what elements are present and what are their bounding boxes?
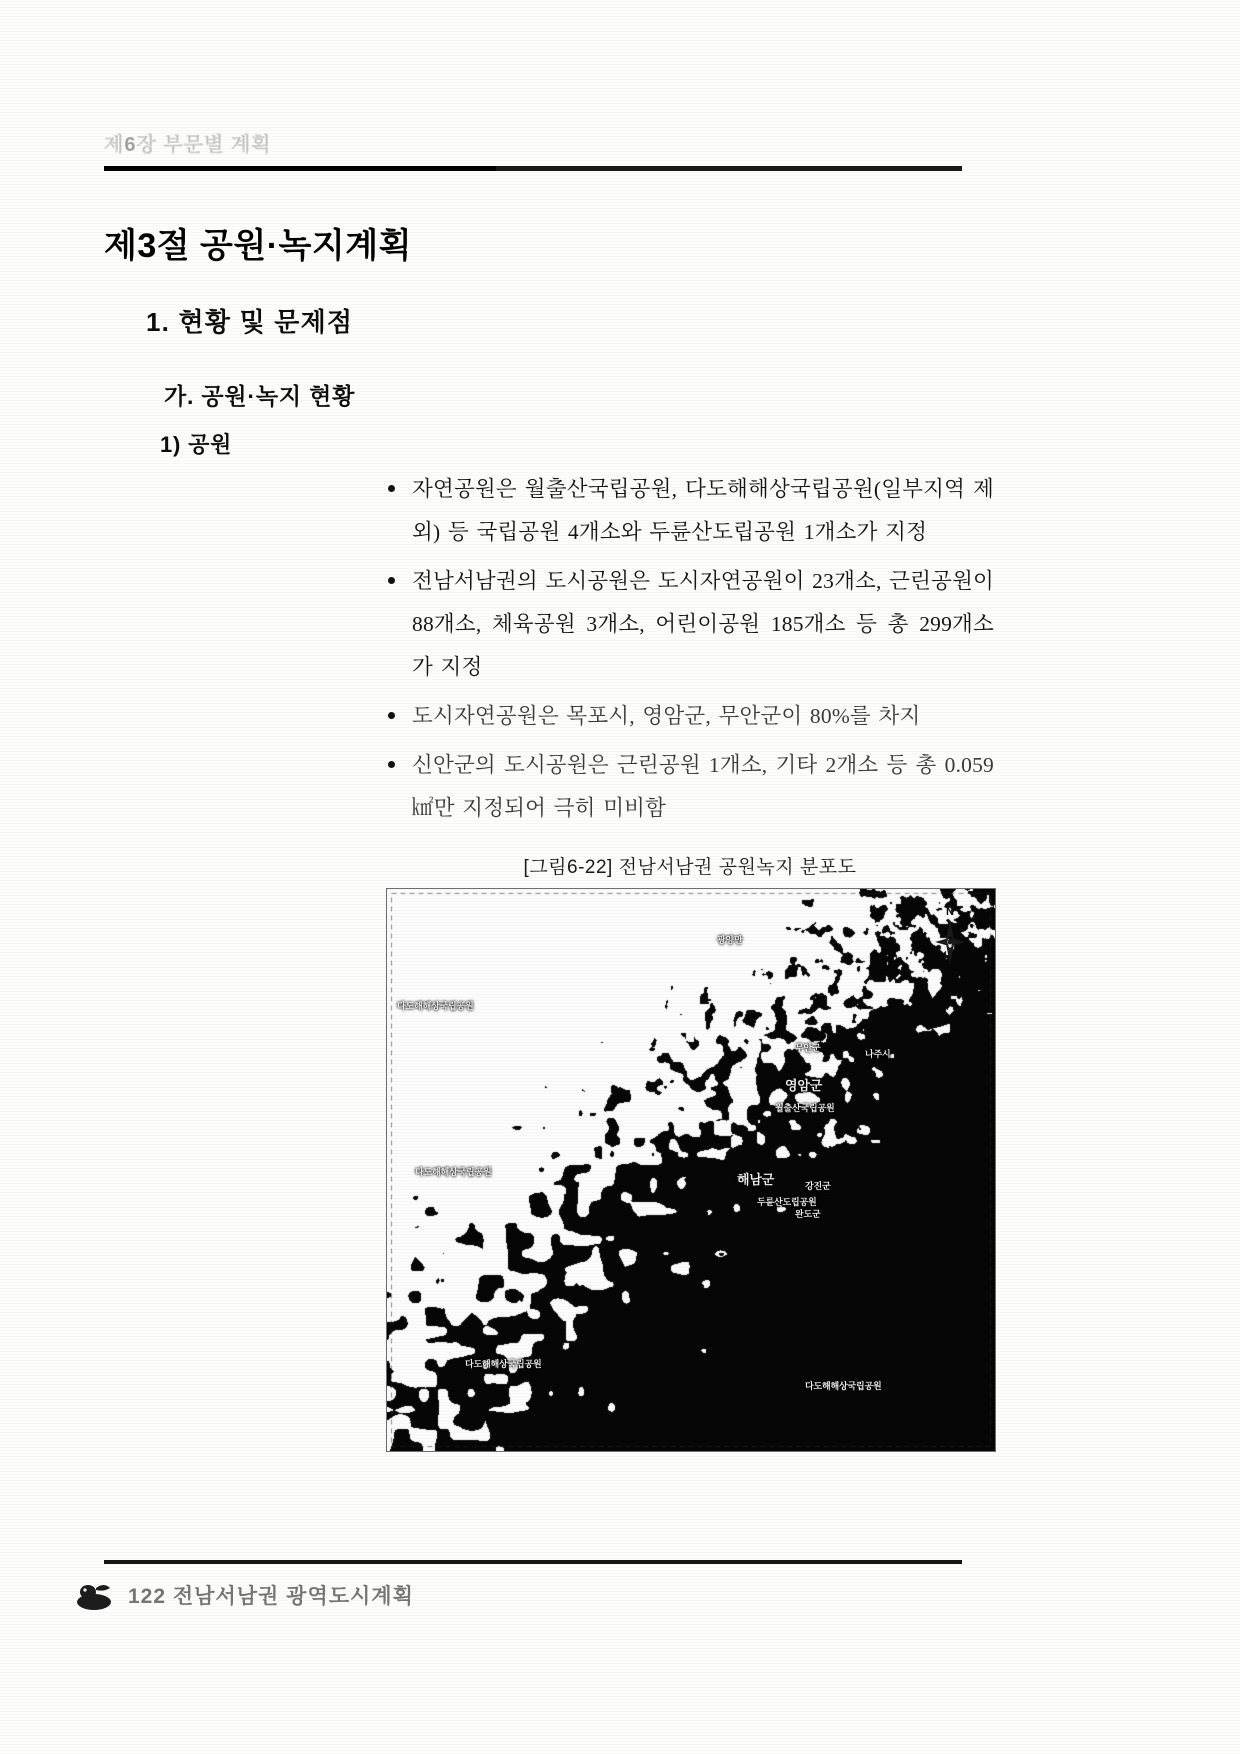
list-item-text: 자연공원은 월출산국립공원, 다도해해상국립공원(일부지역 제외) 등 국립공원 4개소와 두륜산도립공원 1개소가 지정 xyxy=(412,477,994,544)
map-place-label: 월출산국립공원 xyxy=(775,1103,835,1113)
page-number: 122 xyxy=(128,1585,167,1608)
footer-divider-rule xyxy=(104,1560,962,1564)
map-place-label: 무안군 xyxy=(795,1043,821,1053)
bullet-list xyxy=(386,468,994,836)
running-header-text: 제6장 부문별 계획 xyxy=(104,134,272,156)
bullet-dot-icon xyxy=(388,577,395,584)
map-place-label: 다도해해상국립공원 xyxy=(397,1001,474,1011)
map-place-label: 강진군 xyxy=(805,1181,831,1191)
list-item xyxy=(386,468,994,554)
bullet-dot-icon xyxy=(388,761,395,768)
map-place-label: 완도군 xyxy=(795,1209,821,1219)
footer-ornament-icon xyxy=(74,1578,114,1612)
list-item-text: 도시자연공원은 목포시, 영암군, 무안군이 80%를 차지 xyxy=(412,704,921,728)
list-item-text: 전남서남권의 도시공원은 도시자연공원이 23개소, 근린공원이 88개소, 체육공원 3개소, 어린이공원 185개소 등 총 299개소가 지정 xyxy=(412,569,995,679)
heading-level-3: 1) 공원 xyxy=(160,432,233,457)
bullet-dot-icon xyxy=(388,485,395,492)
map-place-label: 영암군 xyxy=(785,1078,823,1093)
map-place-label: 다도해해상국립공원 xyxy=(465,1359,542,1369)
map-place-label: 해남군 xyxy=(737,1172,775,1187)
map-place-label: 두륜산도립공원 xyxy=(757,1197,817,1207)
map-place-label: 광양만 xyxy=(717,935,743,945)
footer-title: 전남서남권 광역도시계획 xyxy=(172,1585,414,1608)
figure-caption: [그림6-22] 전남서남권 공원녹지 분포도 xyxy=(523,857,857,878)
map-place-label: 나주시 xyxy=(865,1049,891,1059)
compass-north-label: N xyxy=(946,906,954,918)
heading-level-1: 1. 현황 및 문제점 xyxy=(146,307,354,337)
page-footer xyxy=(104,1574,704,1630)
map-place-label: 다도해해상국립공원 xyxy=(415,1167,492,1177)
list-item-text: 신안군의 도시공원은 근린공원 1개소, 기타 2개소 등 총 0.059㎢만 지정되어 극히 미비함 xyxy=(412,753,994,820)
heading-level-2: 가. 공원·녹지 현황 xyxy=(164,383,356,409)
bullet-dot-icon xyxy=(388,712,395,719)
footer-text xyxy=(128,1580,414,1610)
header-divider-rule xyxy=(104,166,962,171)
list-item xyxy=(386,695,994,738)
map-place-label: 다도해해상국립공원 xyxy=(805,1381,882,1391)
list-item xyxy=(386,560,994,689)
page-title: 제3절 공원·녹지계획 xyxy=(104,227,412,265)
figure-map-image xyxy=(386,888,996,1452)
compass-rose-icon xyxy=(933,907,967,969)
list-item xyxy=(386,744,994,830)
